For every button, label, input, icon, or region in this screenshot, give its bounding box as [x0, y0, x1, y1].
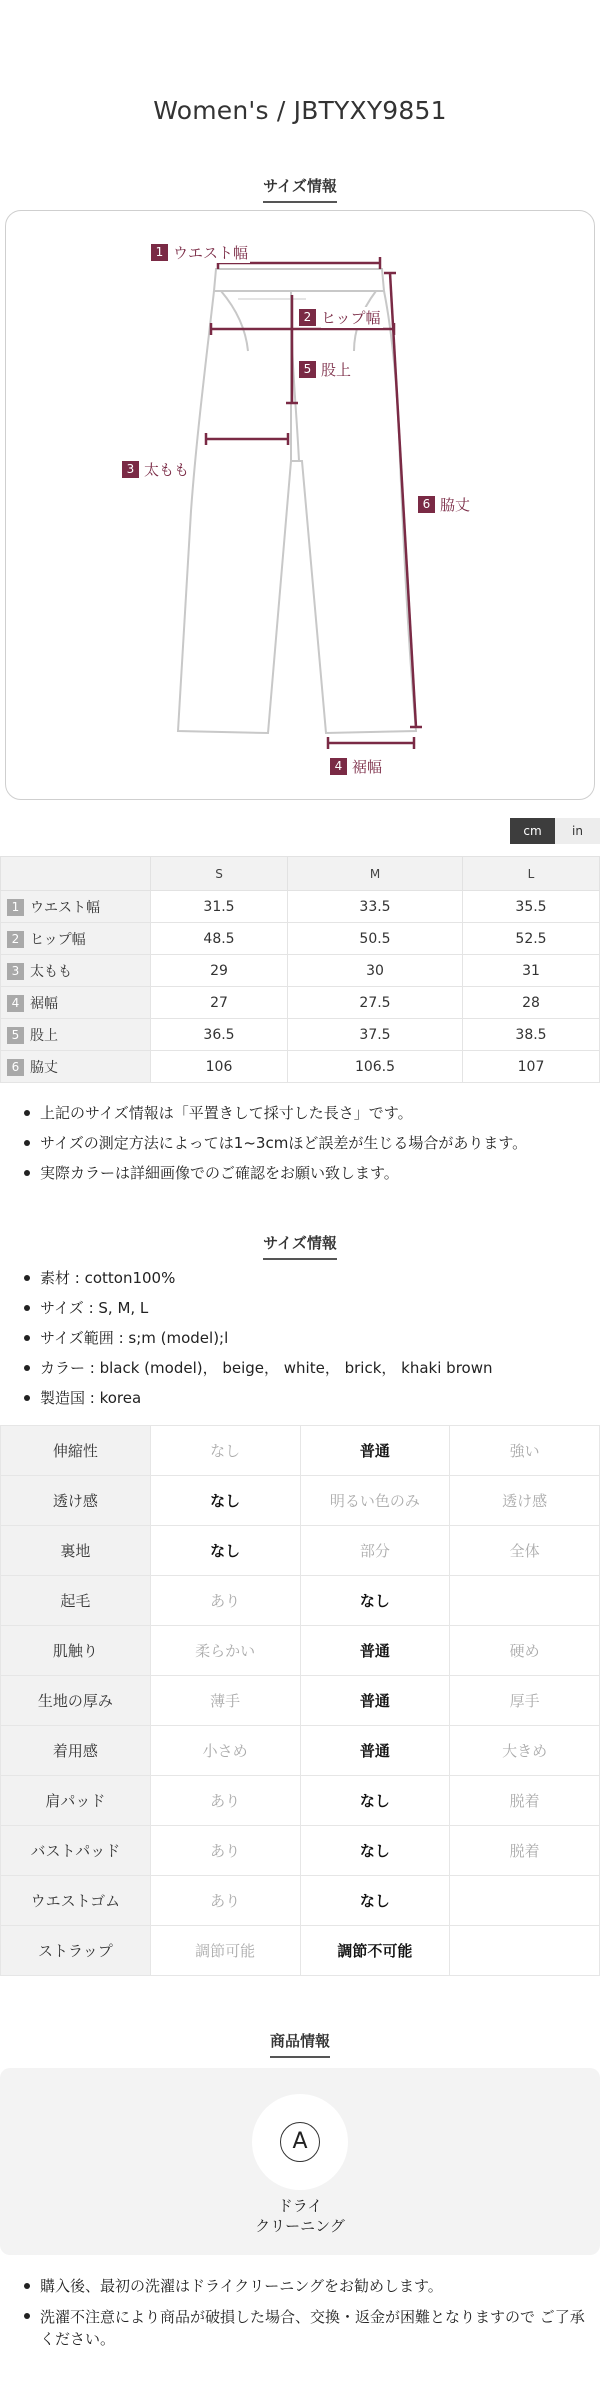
- size-cell: 28: [462, 987, 599, 1019]
- fabric-option: なし: [300, 1776, 450, 1826]
- label-num-4: 4: [330, 758, 347, 775]
- table-row: [1, 1019, 600, 1051]
- label-length: 6 脇丈: [418, 494, 472, 515]
- info-section-title: サイズ情報: [0, 1232, 600, 1260]
- fabric-option: 全体: [450, 1526, 600, 1576]
- size-cell: 107: [462, 1051, 599, 1083]
- fabric-option: あり: [150, 1576, 300, 1626]
- size-cell: 106: [151, 1051, 288, 1083]
- product-section-title: 商品情報: [0, 2030, 600, 2058]
- table-row: [1, 1876, 600, 1926]
- fabric-option: あり: [150, 1776, 300, 1826]
- fabric-option: 厚手: [450, 1676, 600, 1726]
- unit-cm-button[interactable]: cm: [510, 818, 555, 844]
- size-col-m: M: [288, 857, 463, 891]
- fabric-option: 大きめ: [450, 1726, 600, 1776]
- fabric-option: 薄手: [150, 1676, 300, 1726]
- fabric-option: 柔らかい: [150, 1626, 300, 1676]
- fabric-option: 普通: [300, 1726, 450, 1776]
- unit-in-button[interactable]: in: [555, 818, 600, 844]
- list-item: 洗濯不注意により商品が破損した場合、交換・返金が困難となりますので ご了承ください。: [22, 2306, 592, 2350]
- fabric-option: 普通: [300, 1676, 450, 1726]
- fabric-option: 普通: [300, 1426, 450, 1476]
- size-cell: 50.5: [288, 923, 463, 955]
- size-cell: 27.5: [288, 987, 463, 1019]
- row-num-badge: 6: [7, 1059, 24, 1076]
- page-title: Women's / JBTYXY9851: [153, 96, 447, 125]
- fabric-attr-label: 肩パッド: [1, 1776, 151, 1826]
- fabric-option: 強い: [450, 1426, 600, 1476]
- fabric-option: なし: [150, 1426, 300, 1476]
- table-row: [1, 1426, 600, 1476]
- fabric-option: [450, 1926, 600, 1976]
- label-hip: 2 ヒップ幅: [299, 307, 383, 328]
- fabric-attr-label: 着用感: [1, 1726, 151, 1776]
- table-row: [1, 1926, 600, 1976]
- list-item: 製造国 : korea: [22, 1388, 592, 1408]
- label-num-3: 3: [122, 461, 139, 478]
- product-info-list: [22, 1268, 592, 1418]
- list-item: 購入後、最初の洗濯はドライクリーニングをお勧めします。: [22, 2276, 592, 2296]
- size-cell: 27: [151, 987, 288, 1019]
- fabric-option: 小さめ: [150, 1726, 300, 1776]
- size-cell: 48.5: [151, 923, 288, 955]
- label-waist: 1 ウエスト幅: [151, 242, 250, 263]
- label-num-5: 5: [299, 361, 316, 378]
- fabric-attr-label: ストラップ: [1, 1926, 151, 1976]
- size-row-label: 2 ヒップ幅: [1, 923, 151, 955]
- label-thigh: 3 太もも: [122, 459, 191, 480]
- size-row-label: 3 太もも: [1, 955, 151, 987]
- fabric-option: 脱着: [450, 1826, 600, 1876]
- list-item: 上記のサイズ情報は「平置きして採寸した長さ」です。: [22, 1103, 592, 1123]
- size-cell: 106.5: [288, 1051, 463, 1083]
- size-notes: [22, 1103, 592, 1193]
- table-row: [1, 1826, 600, 1876]
- size-col-l: L: [462, 857, 599, 891]
- fabric-option: なし: [300, 1876, 450, 1926]
- fabric-option: 調節可能: [150, 1926, 300, 1976]
- row-num-badge: 3: [7, 963, 24, 980]
- fabric-option: なし: [300, 1576, 450, 1626]
- fabric-option: 部分: [300, 1526, 450, 1576]
- size-row-label: 4 裾幅: [1, 987, 151, 1019]
- fabric-option: 明るい色のみ: [300, 1476, 450, 1526]
- care-label: ドライ クリーニング: [255, 2197, 345, 2235]
- care-icon-circle: [252, 2094, 348, 2190]
- fabric-option: あり: [150, 1826, 300, 1876]
- care-notes: [22, 2276, 592, 2360]
- fabric-attr-label: 透け感: [1, 1476, 151, 1526]
- fabric-option: なし: [150, 1476, 300, 1526]
- label-num-1: 1: [151, 244, 168, 261]
- care-box: [0, 2068, 600, 2255]
- fabric-option: あり: [150, 1876, 300, 1926]
- size-cell: 38.5: [462, 1019, 599, 1051]
- fabric-attr-label: バストパッド: [1, 1826, 151, 1876]
- list-item: サイズ : S, M, L: [22, 1298, 592, 1318]
- unit-toggle: [510, 818, 600, 844]
- table-row: [1, 891, 600, 923]
- table-row: [1, 1726, 600, 1776]
- list-item: 素材 : cotton100%: [22, 1268, 592, 1288]
- fabric-attr-label: 肌触り: [1, 1626, 151, 1676]
- size-cell: 31: [462, 955, 599, 987]
- table-row: [1, 1051, 600, 1083]
- row-num-badge: 4: [7, 995, 24, 1012]
- size-cell: 29: [151, 955, 288, 987]
- table-row: [1, 923, 600, 955]
- size-table-header: [1, 857, 600, 891]
- list-item: サイズの測定方法によっては1~3cmほど誤差が生じる場合があります。: [22, 1133, 592, 1153]
- pants-outline: [178, 269, 416, 733]
- list-item: カラー : black (model)， beige， white， brick， khaki brown: [22, 1358, 592, 1378]
- size-row-label: 1 ウエスト幅: [1, 891, 151, 923]
- table-row: [1, 1526, 600, 1576]
- fabric-option: 脱着: [450, 1776, 600, 1826]
- fabric-option: 透け感: [450, 1476, 600, 1526]
- fabric-option: 普通: [300, 1626, 450, 1676]
- list-item: 実際カラーは詳細画像でのご確認をお願い致します。: [22, 1163, 592, 1183]
- size-cell: 37.5: [288, 1019, 463, 1051]
- size-row-label: 5 股上: [1, 1019, 151, 1051]
- size-col-s: S: [151, 857, 288, 891]
- fabric-option: なし: [300, 1826, 450, 1876]
- fabric-option: [450, 1876, 600, 1926]
- size-cell: 35.5: [462, 891, 599, 923]
- size-table: [0, 856, 600, 1083]
- size-cell: 31.5: [151, 891, 288, 923]
- table-row: [1, 987, 600, 1019]
- dry-clean-icon: A: [280, 2122, 320, 2162]
- row-num-badge: 2: [7, 931, 24, 948]
- label-rise: 5 股上: [299, 359, 353, 380]
- table-row: [1, 1626, 600, 1676]
- list-item: サイズ範囲 : s;m (model);l: [22, 1328, 592, 1348]
- table-row: [1, 1776, 600, 1826]
- label-num-2: 2: [299, 309, 316, 326]
- fabric-option: [450, 1576, 600, 1626]
- fabric-attr-label: 生地の厚み: [1, 1676, 151, 1726]
- pants-diagram: [6, 211, 596, 801]
- table-row: [1, 1576, 600, 1626]
- fabric-option: なし: [150, 1526, 300, 1576]
- size-diagram: [5, 210, 595, 800]
- row-num-badge: 5: [7, 1027, 24, 1044]
- fabric-attr-label: 伸縮性: [1, 1426, 151, 1476]
- size-row-label: 6 脇丈: [1, 1051, 151, 1083]
- fabric-option: 硬め: [450, 1626, 600, 1676]
- fabric-option: 調節不可能: [300, 1926, 450, 1976]
- size-table-corner: [1, 857, 151, 891]
- size-cell: 52.5: [462, 923, 599, 955]
- label-hem: 4 裾幅: [330, 756, 384, 777]
- size-cell: 30: [288, 955, 463, 987]
- table-row: [1, 1676, 600, 1726]
- size-cell: 36.5: [151, 1019, 288, 1051]
- fabric-attr-label: 裏地: [1, 1526, 151, 1576]
- fabric-attr-label: ウエストゴム: [1, 1876, 151, 1926]
- label-num-6: 6: [418, 496, 435, 513]
- fabric-attr-label: 起毛: [1, 1576, 151, 1626]
- row-num-badge: 1: [7, 899, 24, 916]
- fabric-table: [0, 1425, 600, 1976]
- table-row: [1, 1476, 600, 1526]
- size-cell: 33.5: [288, 891, 463, 923]
- size-section-title: サイズ情報: [0, 175, 600, 203]
- table-row: [1, 955, 600, 987]
